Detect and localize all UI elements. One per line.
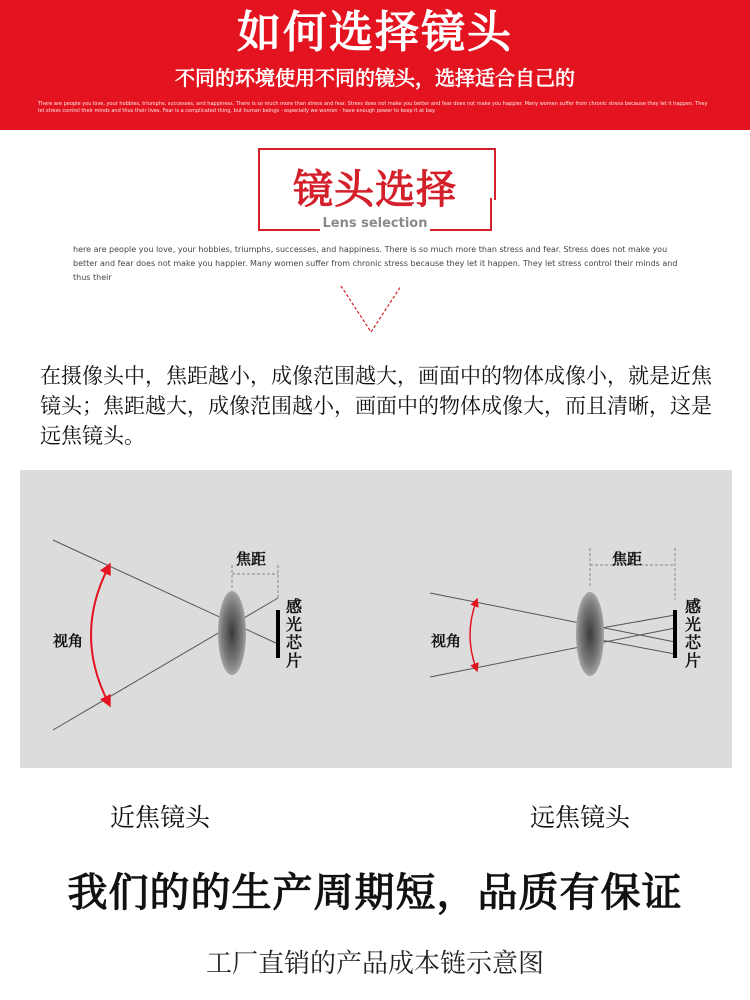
section-subtitle: Lens selection	[322, 216, 428, 231]
near-lens-icon	[218, 591, 246, 675]
banner-subtitle: 不同的环境使用不同的镜头，选择适合自己的	[175, 66, 575, 90]
slogan: 我们的的生产周期短，品质有保证	[67, 870, 683, 916]
lens-description: 在摄像头中，焦距越小，成像范围越大，画面中的物体成像小，就是近焦镜头；焦距越大，成像范围越小，画面中的物体成像大，而且清晰，这是远焦镜头。	[40, 364, 712, 448]
near-focal-label: 焦距	[236, 550, 267, 568]
far-lens-caption: 远焦镜头	[530, 803, 631, 832]
far-lens-icon	[576, 592, 604, 676]
banner-title: 如何选择镜头	[237, 7, 513, 58]
section-heading-box	[258, 148, 492, 231]
near-angle-label: 视角	[53, 632, 84, 650]
chevron-down-icon	[339, 284, 403, 334]
far-sensor-label: 感光芯片	[685, 597, 702, 670]
far-angle-label: 视角	[431, 632, 462, 650]
footer-note: 工厂直销的产品成本链示意图	[205, 949, 544, 979]
lens-diagram-panel	[20, 470, 732, 768]
banner-fine-print: There are people you love, your hobbies, triumphs, successes, and happiness. There is so much more than stress and fear. Stress does not make you better and fear does not make you happier. Many women suffer from chronic stress because they let it happen. They let stress control their minds and thus their lives. Fear is a complicated thing, but human beings - especially we women - have enough power to keep it at bay.	[38, 101, 708, 114]
near-sensor-label: 感光芯片	[286, 597, 303, 670]
header-banner	[0, 0, 750, 130]
lens-diagram	[20, 470, 732, 768]
far-angle-arc	[470, 602, 476, 668]
far-focal-label: 焦距	[612, 550, 643, 568]
section-fine-print: here are people you love, your hobbies, triumphs, successes, and happiness. There is so much more than stress and fear. Stress does not make you better and fear does not make you happier. Many women suffer from chronic stress because they let it happen. They let stress control their minds and thus their	[73, 245, 678, 282]
near-angle-arc	[91, 568, 108, 702]
section-title: 镜头选择	[293, 167, 457, 213]
near-lens-caption: 近焦镜头	[110, 803, 211, 832]
